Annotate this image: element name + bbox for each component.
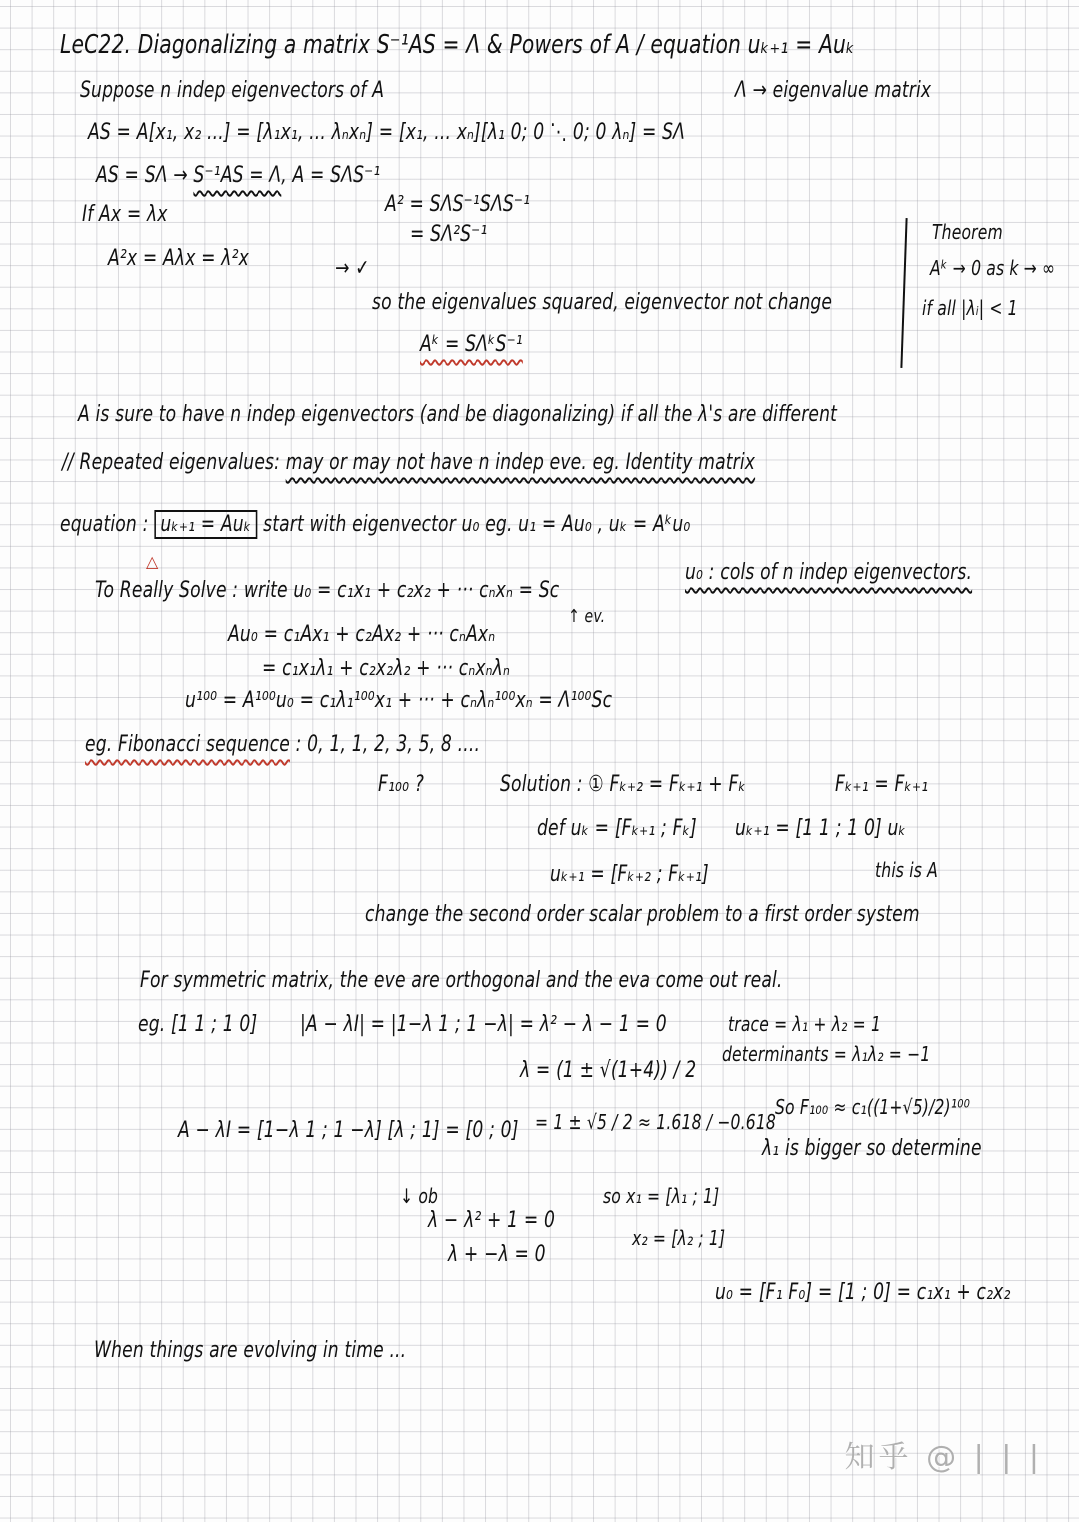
example-heading: eg. Fibonacci sequence — [85, 732, 291, 757]
note-line: A is sure to have n indep eigenvectors (and be diagonalizing) if all the λ's are different — [78, 402, 838, 427]
note-line: so the eigenvalues squared, eigenvector not change — [372, 290, 833, 315]
underlined-note: may or may not have n indep eve. eg. Identity matrix — [285, 450, 756, 475]
note-line — [62, 450, 755, 475]
arrow-note: ↓ ob — [400, 1184, 439, 1208]
equation-line: To Really Solve : write u₀ = c₁x₁ + c₂x₂ + ··· cₙxₙ = Sc — [95, 578, 560, 603]
equation-part: , A = SΛS⁻¹ — [281, 163, 381, 188]
note-line: change the second order scalar problem to a first order system — [365, 902, 920, 927]
equation-line: = c₁x₁λ₁ + c₂x₂λ₂ + ··· cₙxₙλₙ — [262, 656, 510, 681]
theorem-divider — [900, 218, 907, 368]
equation-line: eg. [1 1 ; 1 0] — [138, 1012, 258, 1037]
equation-label: equation : — [60, 512, 155, 537]
equation-line: A² = SΛS⁻¹SΛS⁻¹ — [385, 192, 531, 217]
equation-line: λ = (1 ± √(1+4)) / 2 — [520, 1058, 697, 1083]
theorem-condition: if all |λᵢ| < 1 — [922, 296, 1018, 320]
equation-line: Au₀ = c₁Ax₁ + c₂Ax₂ + ··· cₙAxₙ — [228, 622, 496, 647]
equation-line — [96, 163, 380, 188]
equation-line: uₖ₊₁ = [1 1 ; 1 0] uₖ — [735, 816, 906, 841]
equation-line: u¹⁰⁰ = A¹⁰⁰u₀ = c₁λ₁¹⁰⁰x₁ + ··· + cₙλₙ¹⁰⁰xₙ = Λ¹⁰⁰Sc — [185, 688, 613, 713]
key-equation: Aᵏ = SΛᵏS⁻¹ — [420, 332, 523, 357]
note-part: // Repeated eigenvalues: — [62, 450, 286, 475]
key-equation: S⁻¹AS = Λ — [193, 163, 282, 188]
equation-line: def uₖ = [Fₖ₊₁ ; Fₖ] — [537, 816, 697, 841]
sequence: : 0, 1, 1, 2, 3, 5, 8 .... — [290, 732, 481, 757]
equation-line: trace = λ₁ + λ₂ = 1 — [728, 1012, 882, 1036]
equation-line: Fₖ₊₁ = Fₖ₊₁ — [835, 772, 929, 797]
note-line: λ₁ is bigger so determine — [762, 1136, 982, 1161]
equation-part: start with eigenvector u₀ eg. u₁ = Au₀ , uₖ = Aᵏu₀ — [257, 512, 691, 537]
note-line: When things are evolving in time ... — [94, 1338, 407, 1363]
equation-line: A − λI = [1−λ 1 ; 1 −λ] [λ ; 1] = [0 ; 0] — [178, 1118, 519, 1143]
equation-line — [60, 512, 690, 537]
arrow-check: → ✓ — [335, 256, 370, 281]
boxed-equation: uₖ₊₁ = Auₖ — [154, 510, 257, 539]
equation-line: x₂ = [λ₂ ; 1] — [632, 1226, 726, 1250]
triangle-icon: △ — [146, 552, 159, 571]
equation-line: determinants = λ₁λ₂ = −1 — [722, 1042, 931, 1066]
equation-line: λ − λ² + 1 = 0 — [428, 1208, 556, 1233]
equation-line: Solution : ① Fₖ₊₂ = Fₖ₊₁ + Fₖ — [500, 772, 746, 797]
equation-line: = 1 ± √5 / 2 ≈ 1.618 / −0.618 — [535, 1110, 776, 1134]
note-line: u₀ : cols of n indep eigenvectors. — [685, 560, 973, 585]
equation-line: uₖ₊₁ = [Fₖ₊₂ ; Fₖ₊₁] — [550, 862, 709, 887]
equation-line: If Ax = λx — [82, 202, 168, 227]
equation-line: = SΛ²S⁻¹ — [410, 222, 488, 247]
page-title: LeC22. Diagonalizing a matrix S⁻¹AS = Λ & Powers of A / equation uₖ₊₁ = Auₖ — [60, 30, 855, 60]
equation-line: |A − λI| = |1−λ 1 ; 1 −λ| = λ² − λ − 1 = 0 — [300, 1012, 667, 1037]
theorem-statement: Aᵏ → 0 as k → ∞ — [930, 256, 1056, 280]
annotation: ↑ ev. — [568, 606, 606, 627]
note-line: Suppose n indep eigenvectors of A — [80, 78, 385, 103]
note-line: Λ → eigenvalue matrix — [735, 78, 932, 103]
question: F₁₀₀ ? — [378, 772, 425, 797]
equation-line: u₀ = [F₁ F₀] = [1 ; 0] = c₁x₁ + c₂x₂ — [715, 1280, 1011, 1305]
note-line — [85, 732, 480, 757]
equation-line: AS = A[x₁, x₂ ...] = [λ₁x₁, ... λₙxₙ] = [x₁, ... xₙ][λ₁ 0; 0 ⋱ 0; 0 λₙ] = SΛ — [88, 120, 686, 145]
annotation: this is A — [875, 858, 938, 882]
theorem-title: Theorem — [932, 220, 1003, 244]
equation-line: A²x = Aλx = λ²x — [108, 246, 249, 271]
note-line: For symmetric matrix, the eve are orthogonal and the eva come out real. — [140, 968, 783, 993]
zhihu-watermark: 知乎 @ | | | — [844, 1440, 1043, 1475]
equation-line: so x₁ = [λ₁ ; 1] — [603, 1184, 720, 1208]
equation-line: λ + −λ = 0 — [448, 1242, 546, 1267]
equation-line: So F₁₀₀ ≈ c₁((1+√5)/2)¹⁰⁰ — [775, 1095, 971, 1119]
equation-part: AS = SΛ → — [96, 163, 194, 188]
